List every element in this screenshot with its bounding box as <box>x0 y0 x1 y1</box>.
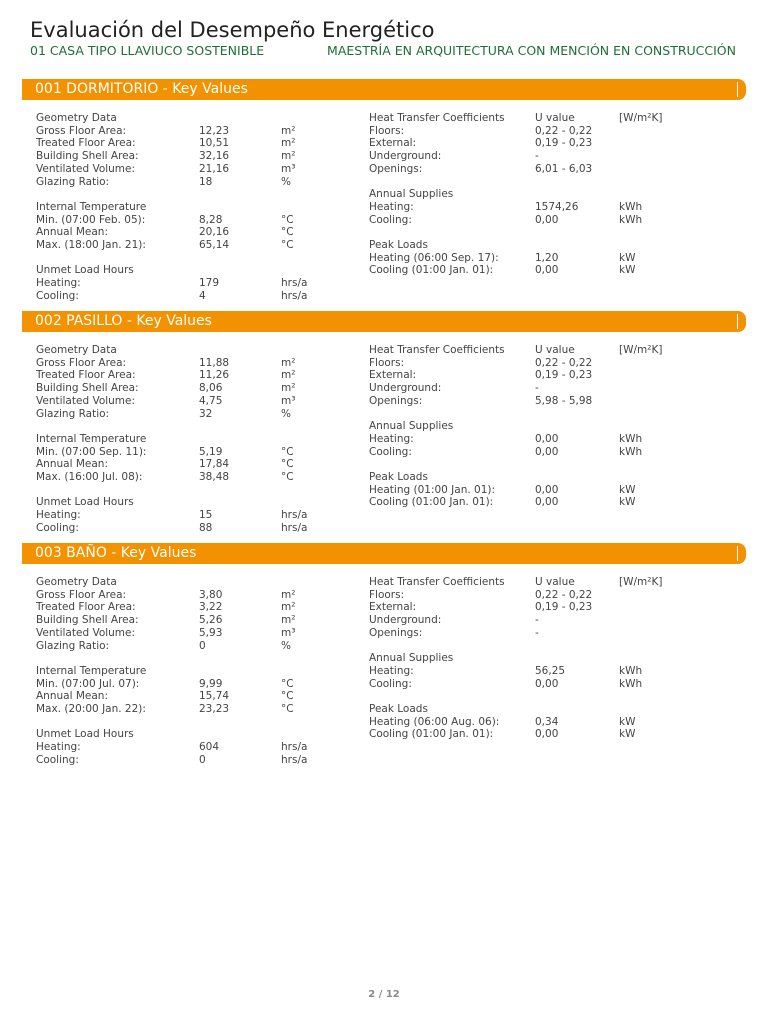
page-number: 2 / 12 <box>368 989 400 1000</box>
left-value: 18 <box>199 175 213 188</box>
left-value: 15 <box>199 509 213 522</box>
right-value: 0,00 <box>535 677 559 690</box>
right-unit: kW <box>619 264 636 277</box>
left-label: Ventilated Volume: <box>36 394 136 407</box>
left-unit: °C <box>281 226 294 239</box>
left-label: Geometry Data <box>36 112 117 124</box>
right-label: External: <box>369 601 417 614</box>
left-value: 32,16 <box>199 150 230 163</box>
left-unit: hrs/a <box>281 753 308 766</box>
left-label: Building Shell Area: <box>36 382 139 395</box>
left-value: 179 <box>199 277 220 290</box>
left-unit: m² <box>281 137 296 150</box>
left-label: Gross Floor Area: <box>36 124 127 137</box>
right-label: Openings: <box>369 394 423 407</box>
right-label: Heating: <box>369 432 414 445</box>
banner-divider <box>737 314 738 329</box>
left-unit: m³ <box>281 394 296 407</box>
left-unit: m² <box>281 369 296 382</box>
right-label: Peak Loads <box>369 471 428 483</box>
right-value: 0,34 <box>535 715 559 728</box>
left-unit: °C <box>281 239 294 251</box>
right-value: - <box>535 626 539 639</box>
right-label: Cooling (01:00 Jan. 01): <box>369 264 494 277</box>
right-value: U value <box>535 112 575 124</box>
right-value: 6,01 - 6,03 <box>535 162 593 175</box>
right-label: Cooling: <box>369 677 412 690</box>
left-unit: °C <box>281 445 294 458</box>
left-value: 11,26 <box>199 369 230 382</box>
right-label: Heat Transfer Coefficients <box>369 576 505 588</box>
right-value: 0,22 - 0,22 <box>535 588 593 601</box>
left-unit: m² <box>281 150 296 163</box>
right-label: Heating (06:00 Aug. 06): <box>369 715 500 728</box>
left-label: Ventilated Volume: <box>36 162 136 175</box>
left-unit: m² <box>281 124 296 137</box>
right-label: Annual Supplies <box>369 188 454 201</box>
left-value: 5,93 <box>199 626 223 639</box>
left-label: Max. (16:00 Jul. 08): <box>36 471 143 483</box>
section-title: 003 BAÑO - Key Values <box>35 545 197 561</box>
right-value: 1,20 <box>535 251 559 264</box>
right-unit: kWh <box>619 432 643 445</box>
left-value: 32 <box>199 407 213 420</box>
right-label: External: <box>369 137 417 150</box>
left-value: 8,28 <box>199 213 223 226</box>
left-value: 65,14 <box>199 239 230 251</box>
right-value: 0,22 - 0,22 <box>535 124 593 137</box>
left-value: 5,26 <box>199 614 223 627</box>
left-label: Heating: <box>36 509 81 522</box>
left-value: 23,23 <box>199 703 230 715</box>
right-value: 0,22 - 0,22 <box>535 356 593 369</box>
right-label: Underground: <box>369 382 442 395</box>
left-label: Annual Mean: <box>36 226 108 239</box>
right-unit: kW <box>619 251 636 264</box>
left-unit: hrs/a <box>281 509 308 522</box>
section-title: 001 DORMITORIO - Key Values <box>35 81 248 97</box>
left-unit: % <box>281 639 291 652</box>
right-label: Cooling: <box>369 445 412 458</box>
left-label: Min. (07:00 Jul. 07): <box>36 677 140 690</box>
right-unit: kW <box>619 715 636 728</box>
right-label: Underground: <box>369 614 442 627</box>
right-value: 0,00 <box>535 432 559 445</box>
right-value: 0,19 - 0,23 <box>535 137 593 150</box>
left-label: Cooling: <box>36 289 79 302</box>
left-value: 11,88 <box>199 356 230 369</box>
right-label: Openings: <box>369 162 423 175</box>
page-title: Evaluación del Desempeño Energético <box>30 18 435 42</box>
left-value: 3,80 <box>199 588 223 601</box>
left-value: 604 <box>199 741 220 754</box>
right-value: 56,25 <box>535 664 566 677</box>
banner-divider <box>737 82 738 97</box>
left-value: 9,99 <box>199 677 223 690</box>
right-value: 0,19 - 0,23 <box>535 369 593 382</box>
left-label: Glazing Ratio: <box>36 407 110 420</box>
left-label: Cooling: <box>36 753 79 766</box>
right-unit: kWh <box>619 213 643 226</box>
left-label: Internal Temperature <box>36 200 147 213</box>
left-value: 88 <box>199 521 213 534</box>
left-label: Unmet Load Hours <box>36 728 134 741</box>
right-label: Heating (06:00 Sep. 17): <box>369 251 499 264</box>
right-unit: kWh <box>619 200 643 213</box>
left-value: 15,74 <box>199 690 230 703</box>
right-unit: kWh <box>619 664 643 677</box>
left-unit: m³ <box>281 626 296 639</box>
left-unit: m² <box>281 356 296 369</box>
left-unit: hrs/a <box>281 277 308 290</box>
left-label: Treated Floor Area: <box>36 369 136 382</box>
right-label: Floors: <box>369 356 405 369</box>
left-label: Gross Floor Area: <box>36 588 127 601</box>
left-unit: hrs/a <box>281 289 308 302</box>
left-label: Building Shell Area: <box>36 614 139 627</box>
left-unit: % <box>281 175 291 188</box>
right-label: Heating: <box>369 200 414 213</box>
left-label: Building Shell Area: <box>36 150 139 163</box>
left-label: Geometry Data <box>36 344 117 356</box>
right-label: Annual Supplies <box>369 652 454 665</box>
right-value: 0,00 <box>535 496 559 509</box>
right-unit: kW <box>619 728 636 741</box>
left-value: 4,75 <box>199 394 223 407</box>
left-unit: °C <box>281 471 294 483</box>
section-banner <box>22 79 746 100</box>
right-label: Cooling (01:00 Jan. 01): <box>369 496 494 509</box>
left-unit: % <box>281 407 291 420</box>
section-banner <box>22 311 746 332</box>
left-unit: °C <box>281 458 294 471</box>
left-unit: hrs/a <box>281 521 308 534</box>
left-value: 4 <box>199 289 206 302</box>
right-value: - <box>535 150 539 163</box>
left-label: Heating: <box>36 741 81 754</box>
project-name: 01 CASA TIPO LLAVIUCO SOSTENIBLE <box>30 43 265 58</box>
right-value: U value <box>535 344 575 356</box>
left-label: Internal Temperature <box>36 432 147 445</box>
right-value: - <box>535 614 539 627</box>
right-label: Floors: <box>369 588 405 601</box>
left-label: Treated Floor Area: <box>36 601 136 614</box>
right-value: 1574,26 <box>535 200 579 213</box>
right-label: Annual Supplies <box>369 420 454 433</box>
left-unit: m² <box>281 382 296 395</box>
right-unit: kW <box>619 496 636 509</box>
left-label: Min. (07:00 Feb. 05): <box>36 213 146 226</box>
left-value: 3,22 <box>199 601 223 614</box>
left-unit: m² <box>281 614 296 627</box>
left-unit: m² <box>281 601 296 614</box>
left-value: 20,16 <box>199 226 230 239</box>
right-unit: kWh <box>619 677 643 690</box>
left-label: Unmet Load Hours <box>36 496 134 509</box>
left-unit: °C <box>281 213 294 226</box>
right-value: 0,19 - 0,23 <box>535 601 593 614</box>
left-label: Heating: <box>36 277 81 290</box>
left-unit: °C <box>281 703 294 715</box>
left-value: 38,48 <box>199 471 230 483</box>
right-label: External: <box>369 369 417 382</box>
left-unit: °C <box>281 690 294 703</box>
right-value: 0,00 <box>535 213 559 226</box>
left-label: Internal Temperature <box>36 664 147 677</box>
right-label: Peak Loads <box>369 239 428 251</box>
left-label: Min. (07:00 Sep. 11): <box>36 445 147 458</box>
right-label: Heat Transfer Coefficients <box>369 112 505 124</box>
right-label: Cooling: <box>369 213 412 226</box>
left-label: Max. (18:00 Jan. 21): <box>36 239 146 251</box>
right-value: - <box>535 382 539 395</box>
left-unit: m² <box>281 588 296 601</box>
right-unit: [W/m²K] <box>619 576 663 588</box>
left-label: Glazing Ratio: <box>36 639 110 652</box>
right-label: Openings: <box>369 626 423 639</box>
right-unit: kWh <box>619 445 643 458</box>
right-value: 0,00 <box>535 445 559 458</box>
left-label: Geometry Data <box>36 576 117 588</box>
section-title: 002 PASILLO - Key Values <box>35 313 212 329</box>
left-value: 21,16 <box>199 162 230 175</box>
right-label: Heating (01:00 Jan. 01): <box>369 483 496 496</box>
left-unit: °C <box>281 677 294 690</box>
right-label: Underground: <box>369 150 442 163</box>
right-value: 0,00 <box>535 728 559 741</box>
right-label: Floors: <box>369 124 405 137</box>
left-label: Max. (20:00 Jan. 22): <box>36 703 146 715</box>
section-banner <box>22 543 746 564</box>
right-unit: kW <box>619 483 636 496</box>
right-unit: [W/m²K] <box>619 344 663 356</box>
left-label: Ventilated Volume: <box>36 626 136 639</box>
right-value: 0,00 <box>535 483 559 496</box>
left-value: 12,23 <box>199 124 230 137</box>
right-value: 5,98 - 5,98 <box>535 394 593 407</box>
left-value: 0 <box>199 753 206 766</box>
right-value: U value <box>535 576 575 588</box>
right-label: Heating: <box>369 664 414 677</box>
left-label: Treated Floor Area: <box>36 137 136 150</box>
right-unit: [W/m²K] <box>619 112 663 124</box>
left-value: 10,51 <box>199 137 230 150</box>
left-value: 5,19 <box>199 445 223 458</box>
left-label: Annual Mean: <box>36 690 108 703</box>
left-label: Unmet Load Hours <box>36 264 134 277</box>
left-unit: hrs/a <box>281 741 308 754</box>
banner-divider <box>737 546 738 561</box>
left-label: Cooling: <box>36 521 79 534</box>
left-label: Glazing Ratio: <box>36 175 110 188</box>
right-label: Cooling (01:00 Jan. 01): <box>369 728 494 741</box>
right-label: Peak Loads <box>369 703 428 715</box>
right-value: 0,00 <box>535 264 559 277</box>
left-value: 0 <box>199 639 206 652</box>
left-value: 17,84 <box>199 458 230 471</box>
left-value: 8,06 <box>199 382 223 395</box>
left-unit: m³ <box>281 162 296 175</box>
right-label: Heat Transfer Coefficients <box>369 344 505 356</box>
program-name: MAESTRÍA EN ARQUITECTURA CON MENCIÓN EN CONSTRUCCIÓN <box>327 43 736 58</box>
left-label: Gross Floor Area: <box>36 356 127 369</box>
left-label: Annual Mean: <box>36 458 108 471</box>
